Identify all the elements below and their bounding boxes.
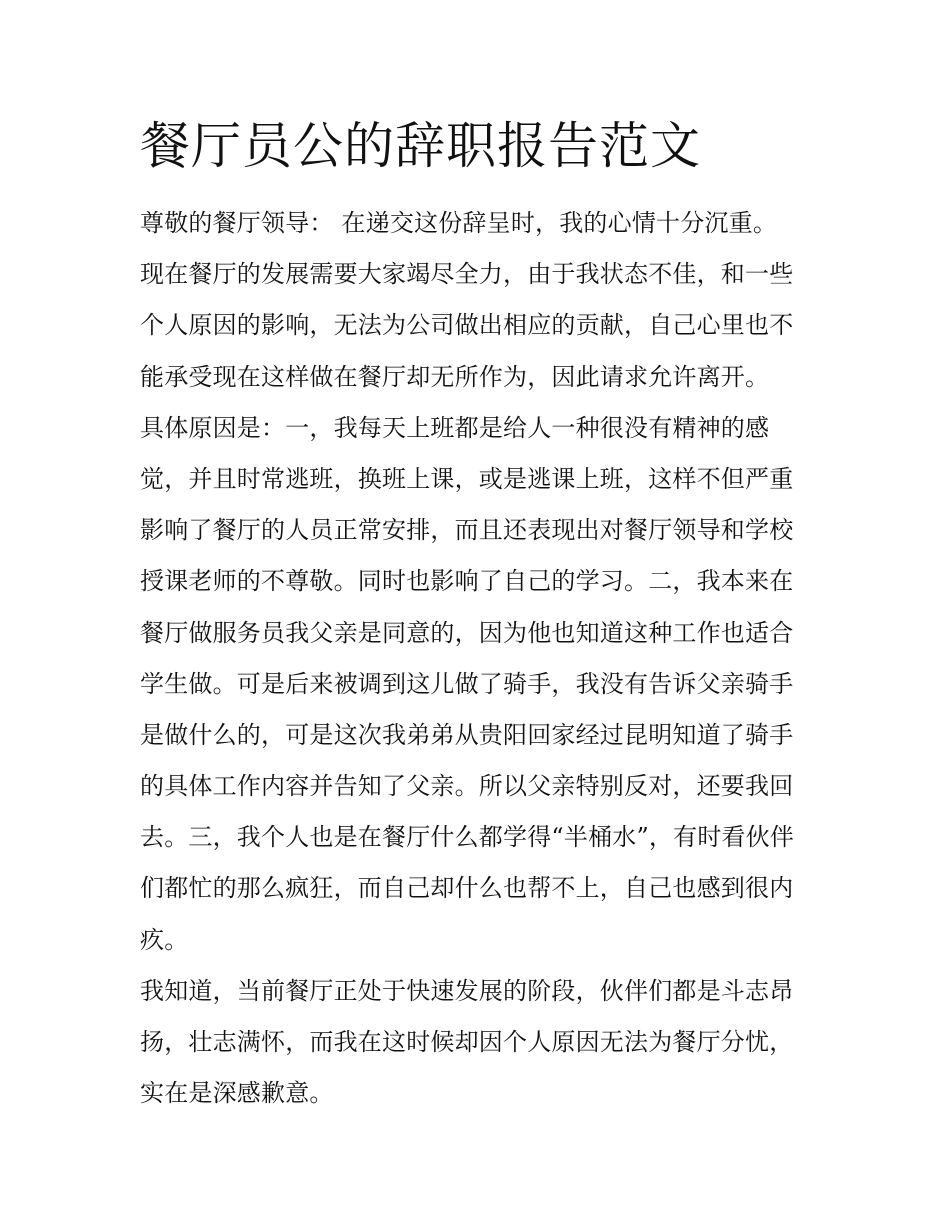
text-line: 去。三，我个人也是在餐厅什么都学得“半桶水”，有时看伙伴 <box>140 823 795 852</box>
text-line: 疚。 <box>140 925 189 954</box>
text-line: 扬，壮志满怀，而我在这时候却因个人原因无法为餐厅分忧， <box>140 1028 794 1056</box>
document-body <box>140 198 820 1119</box>
text-line: 餐厅做服务员我父亲是同意的，因为他也知道这种工作也适合 <box>140 618 794 647</box>
text-line: 的具体工作内容并告知了父亲。所以父亲特别反对，还要我回 <box>140 772 794 801</box>
text-line: 我知道，当前餐厅正处于快速发展的阶段，伙伴们都是斗志昂 <box>140 976 794 1005</box>
text-line: 实在是深感歉意。 <box>140 1079 334 1108</box>
text-line: 尊敬的餐厅领导： 在递交这份辞呈时，我的心情十分沉重。 <box>140 209 778 237</box>
text-line: 影响了餐厅的人员正常安排，而且还表现出对餐厅领导和学校 <box>140 516 794 545</box>
text-line: 现在餐厅的发展需要大家竭尽全力，由于我状态不佳，和一些 <box>140 260 794 289</box>
text-line: 授课老师的不尊敬。同时也影响了自己的学习。二，我本来在 <box>140 567 794 596</box>
document-title: 餐厅员公的辞职报告范文 <box>140 117 701 175</box>
text-line: 学生做。可是后来被调到这儿做了骑手，我没有告诉父亲骑手 <box>140 669 794 698</box>
text-line: 具体原因是：一，我每天上班都是给人一种很没有精神的感 <box>140 413 770 442</box>
text-line: 是做什么的，可是这次我弟弟从贵阳回家经过昆明知道了骑手 <box>140 720 794 749</box>
text-line: 能承受现在这样做在餐厅却无所作为，因此请求允许离开。 <box>140 362 770 391</box>
text-line: 个人原因的影响，无法为公司做出相应的贡献，自己心里也不 <box>140 311 794 340</box>
text-line: 们都忙的那么疯狂，而自己却什么也帮不上，自己也感到很内 <box>140 874 794 903</box>
text-line: 觉，并且时常逃班，换班上课，或是逃课上班，这样不但严重 <box>140 464 794 493</box>
